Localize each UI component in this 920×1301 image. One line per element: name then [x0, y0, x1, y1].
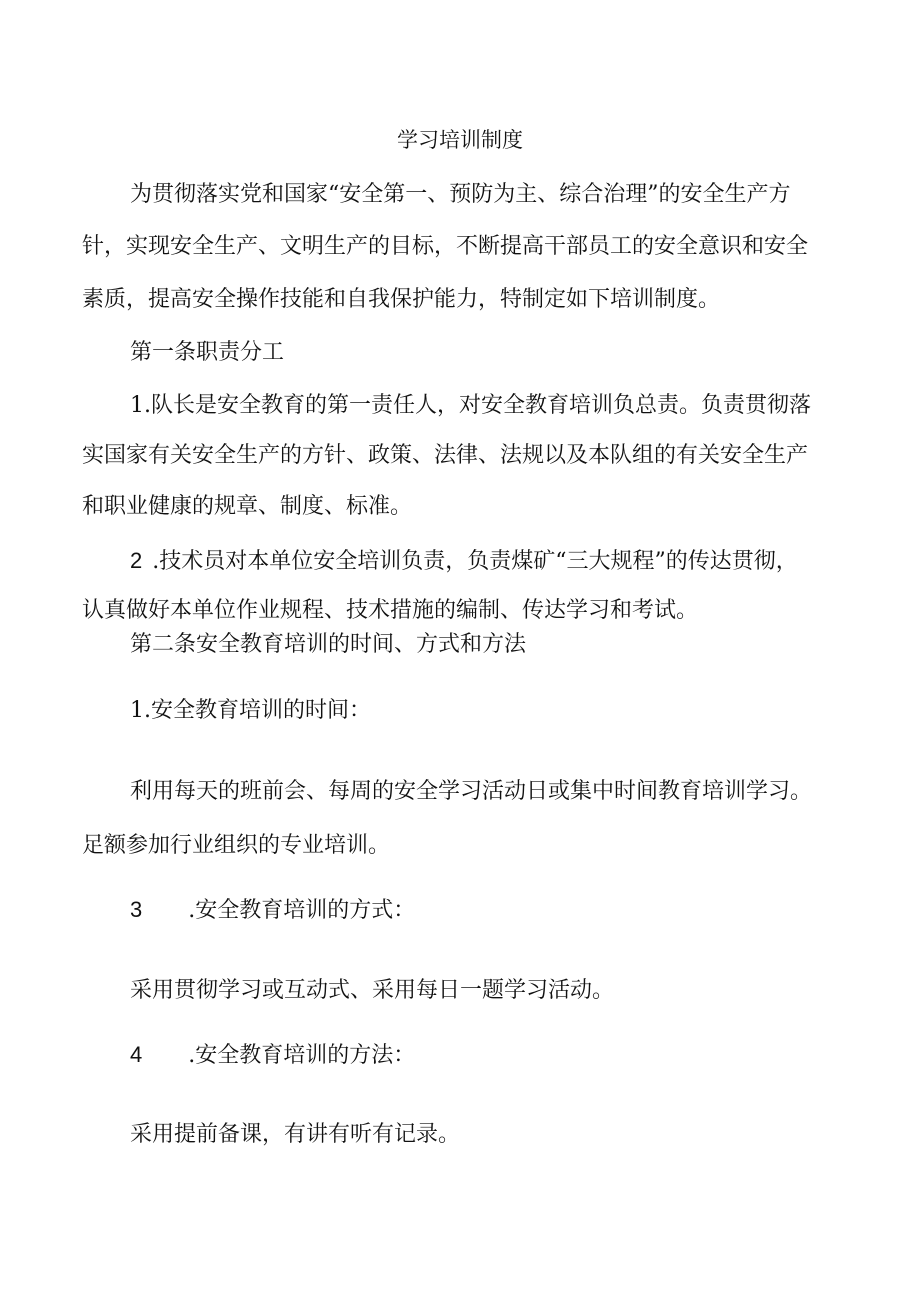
article1-item1-line-2: 实国家有关安全生产的方针、政策、法律、法规以及本队组的有关安全生产 [82, 443, 809, 468]
article1-item1-line-1: 1.队长是安全教育的第一责任人，对安全教育培训负总责。负责贯彻落 [130, 393, 811, 418]
article2-item3-label [130, 895, 415, 926]
article2-item1-body-line-2: 足额参加行业组织的专业培训。 [82, 833, 391, 858]
intro-line-2: 针，实现安全生产、文明生产的目标，不断提高干部员工的安全意识和安全 [82, 234, 809, 259]
article2-item1-body-line-1: 利用每天的班前会、每周的安全学习活动日或集中时间教育培训学习。 [130, 779, 813, 804]
article1-item1-line-3: 和职业健康的规章、制度、标准。 [82, 494, 413, 519]
article2-item4-body: 采用提前备课，有讲有听有记录。 [130, 1122, 461, 1147]
article1-item2-line-2: 认真做好本单位作业规程、技术措施的编制、传达学习和考试。 [82, 598, 699, 623]
page-title: 学习培训制度 [397, 128, 523, 152]
intro-line-3: 素质，提高安全操作技能和自我保护能力，特制定如下培训制度。 [82, 287, 721, 312]
article1-item2-line-1-text: .技术员对本单位安全培训负责，负责煤矿“三大规程”的传达贯彻， [152, 549, 798, 574]
article1-item2-number: 2 [130, 548, 143, 573]
article2-item1-label: 1.安全教育培训的时间： [130, 698, 371, 723]
article2-item3-body: 采用贯彻学习或互动式、采用每日一题学习活动。 [130, 978, 615, 1003]
intro-line-1: 为贯彻落实党和国家“安全第一、预防为主、综合治理”的安全生产方 [130, 182, 791, 207]
article2-item4-number: 4 [130, 1042, 143, 1067]
article2-item4-label-text: .安全教育培训的方法： [188, 1043, 416, 1068]
article1-heading: 第一条职责分工 [130, 340, 285, 365]
article2-heading: 第二条安全教育培训的时间、方式和方法 [130, 632, 527, 657]
article2-item3-label-text: .安全教育培训的方式： [188, 898, 416, 923]
article1-item2-line-1 [130, 546, 798, 577]
article2-item3-number: 3 [130, 897, 143, 922]
article2-item4-label [130, 1040, 415, 1071]
